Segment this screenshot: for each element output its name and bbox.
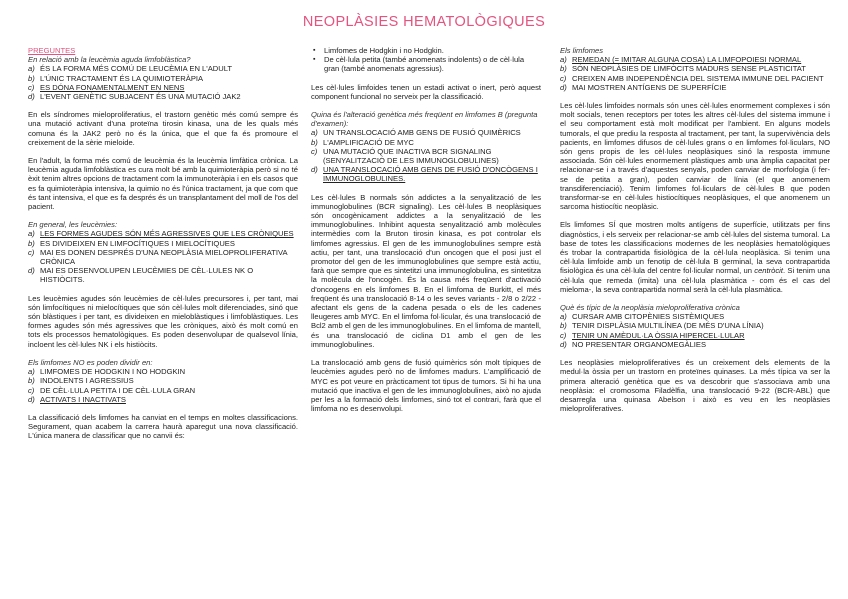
- question-3-options: [28, 367, 298, 404]
- question-6: Què és típic de la neoplàsia mieloproliferativa crònica: [560, 303, 740, 313]
- paragraph: La translocació amb gens de fusió quimèrics són molt típiques de leucèmies agudes però no de limfomes madurs. L'amplificació de MYC es pot veure en pràcticament tot tipus de tumors. Si hi ha una mutació que inactiva el gen de les immunoglobulines, això no ajuda per les a la formació dels limfomes, sinó tot el contrari, farà que el limfoma no es desenvolupi.: [311, 358, 541, 414]
- bullet-list: [311, 46, 541, 74]
- column-2: [311, 46, 541, 413]
- option-b: b) L'ÚNIC TRACTAMENT ÉS LA QUIMIOTERÀPIA: [28, 73, 204, 83]
- question-3: Els limfomes NO es poden dividir en:: [28, 357, 153, 367]
- paragraph: Els limfomes SÍ que mostren molts antígens de superfície, utilitzats per fins diagnòstics, i els serveix per relacionar-se amb cèl·lules del sistema tumoral. La base de totes les classificacions modernes de les neoplàsies hematològiques és trobar la contrapartida fisiològica de la cèl·lula neoplàsica. Si tenim una cèl·lula limfoide amb un fenotip de cèl·lula B germinal, la seva contrapartida fisiològica és una cèl·lula del centre fol·licular normal, un centròcit. Si tenim una cèl·lula que remeda (imita) una cèl·lula plasmàtica - com és el cas del mieloma-, la seva contrapartida normal serà la cèl·lula plasmàtica.: [560, 220, 830, 294]
- section-heading: PREGUNTES: [28, 46, 76, 55]
- option-b: b) L'AMPLIFICACIÓ DE MYC: [311, 137, 414, 147]
- option-b: b) SÓN NEOPLÀSIES DE LIMFÒCITS MADURS SENSE PLASTICITAT: [560, 64, 806, 74]
- question-2-options: [28, 229, 298, 284]
- paragraph: Les cèl·lules limfoides tenen un estadi activat o inert, però aquest component funcional no serveix per la classificació.: [311, 82, 541, 101]
- option-b: b) ES DIVIDEIXEN EN LIMFOCÍTIQUES I MIELOCÍTIQUES: [28, 238, 235, 248]
- option-d: d) MAI ES DESENVOLUPEN LEUCÈMIES DE CÈL·LULES NK O HISTIÒCITS.: [28, 266, 254, 285]
- question-4-options: [311, 128, 541, 183]
- option-c: c) CREIXEN AMB INDEPENDÈNCIA DEL SISTEMA IMMUNE DEL PACIENT: [560, 73, 824, 83]
- bullet-item: ▪ Limfomes de Hodgkin i no Hodgkin.: [311, 46, 541, 55]
- question-1: En relació amb la leucèmia aguda limfoblàstica?: [28, 55, 191, 65]
- option-d: d) NO PRESENTAR ORGANOMEGÀLIES: [560, 339, 707, 349]
- paragraph: En els síndromes mieloproliferatius, el trastorn genètic més comú sempre és una mutació activant d'una proteïna tirosin kinasa, una de les quals més comuna és la JAK2 però no és la única, que el que fa és promoure el creixement de la sèrie mieloide.: [28, 110, 298, 147]
- paragraph: Les leucèmies agudes són leucèmies de cèl·lules precursores i, per tant, mai són limfocítiques ni mielocítiques que són cèl·lules molt diferenciades, sinó que són blàstiques i per tant, es divideixen en mieloblàstiques i limfoblàstiques. Les formes agudes són més agressives que les cròniques, això és molt comú en tots els processos hematològiques. Es poden desenvolupar de qualsevol línia, incloent les cèl·lules NK i els histiòcits.: [28, 293, 298, 349]
- paragraph: Les cèl·lules B normals són addictes a la senyalització de les immunoglobulines (BCR signaling). Les cèl·lules B neoplàsiques són oncogènicament addictes a la senyalització de les immunoglobulines. Inhibint aquesta senyalització amb molècules intermèdies com la Bruton tirosin kinasa, es pot controlar els limfomes agressius. El gen de les immunoglobulines sempre està actiu, per tant, una translocació d'un oncogen que el posi just el promotor del gen de les immunoglobulines que sempre està actiu, farà que sempre que es sintetitzi una immunoglobulina, es sintetitza la molècula de l'oncogèn. És la causa més freqüent d'activació d'oncogens en els limfomes B. En el limfoma de Burkitt, el més freqüent és una translocació 8-14 o les seves variants - 2/8 o 2/22 - afectant els gens de la cadena pesada o els de les cadenes lleugeres amb MYC. En el limfoma fol·licular, és una translocació de Bcl2 amb el gen de les immunoglobulines. En el limfoma de mantell, és una translocació de ciclina D1 amb el gen de les immunoglobulines.: [311, 192, 541, 349]
- option-c: c) MAI ES DONEN DESPRÉS D'UNA NEOPLÀSIA MIELOPROLIFERATIVA CRÒNICA: [28, 247, 288, 267]
- option-b: b) TENIR DISPLÀSIA MULTILÍNEA (DE MÉS D'UNA LÍNIA): [560, 321, 764, 331]
- question-2: En general, les leucèmies:: [28, 220, 118, 230]
- question-5: Els limfomes: [560, 46, 604, 55]
- option-a: a) LIMFOMES DE HODGKIN I NO HODGKIN: [28, 367, 186, 377]
- paragraph: En l'adult, la forma més comú de leucèmia és la leucèmia limfàtica crònica. La leucèmia aguda limfoblàstica es cura molt bé amb la quimioteràpia però si no té èxit tenim altres opcions de tractament com la immunoteràpia i en els casos que es fa quimioteràpia intensiva, la quimio no és l'única tractament, ja que com que és tant intensiva, el que es fa després és un transplantament del moll de l'os del pacient.: [28, 156, 298, 212]
- paragraph: Les cèl·lules limfoides normals són unes cèl·lules enormement complexes i són molt socials, tenen receptors per totes les altres cèl·lules del sistema immune i el seu comportament està molt modificat per l'ambient. En alguns models tumorals, el que prediu la resposta al tractament, per tant, la supervivència dels pacients, en limfomes difusos de cèl·lules grans o en limfomes fol·liculars, NO són gens propis de les cèl·lules neoplàsiques sinó la resposta immune associada. Són cèl·lules enormement plàstiques amb una àmplia capacitat per relacionar-se i a través d'aquestes senyals, poden canviar de morfologia (i fer-se de petita a gran), poden canviar de línia (el que anomenem transdiferenciació). Tenim limfomes fol·liculars de cèl·lules B que poden transformar-se en cèl·lules histiocítiques neoplàsiques, el que anomenem un sarcoma histiocític neoplàsic.: [560, 101, 830, 212]
- page-title: NEOPLÀSIES HEMATOLÒGIQUES: [302, 14, 546, 30]
- option-c: c) ES DÓNA FONAMENTALMENT EN NENS: [28, 82, 185, 92]
- option-a: a) CURSAR AMB CITOPÈNIES SISTÈMIQUES: [560, 312, 725, 322]
- option-c: c) DE CÈL·LULA PETITA I DE CÈL·LULA GRAN: [28, 385, 196, 395]
- column-1: [28, 46, 298, 441]
- option-b: b) INDOLENTS I AGRESSIUS: [28, 376, 134, 386]
- column-3: [560, 46, 830, 413]
- paragraph: Les neoplàsies mieloproliferatives és un creixement dels elements de la medul·la òssia per un trastorn en proteïnes quinases. La més típica va ser la primera alteració genètica que es va descobrir que s'associava amb una neoplàsia: el cromosoma Filadèlfia, una translocació 9-22 (BCR-ABL) que desarregla una quinasa Abelson i això es veu en les neoplàsies mieloproliferatives.: [560, 358, 830, 414]
- option-a: a) REMEDAN (= IMITAR ALGUNA COSA) LA LIMFOPOIESI NORMAL: [560, 55, 802, 65]
- option-c: c) UNA MUTACIÓ QUE INACTIVA BCR SIGNALING (SENYALITZACIÓ DE LES IMMUNOGLOBULINES): [311, 146, 499, 166]
- question-6-options: [560, 312, 830, 349]
- question-1-options: [28, 64, 298, 101]
- option-d: d) L'EVENT GENÈTIC SUBJACENT ÉS UNA MUTACIÓ JAK2: [28, 92, 241, 102]
- option-a: a) LES FORMES AGUDES SÓN MÉS AGRESSIVES QUE LES CRÒNIQUES: [28, 229, 294, 239]
- option-d: d) MAI MOSTREN ANTÍGENS DE SUPERFÍCIE: [560, 82, 727, 92]
- option-d: d) ACTIVATS I INACTIVATS: [28, 394, 126, 404]
- option-c: c) TENIR UN AMÈDUL·LA ÒSSIA HIPERCEL·LULAR: [560, 330, 745, 340]
- option-a: a) UN TRANSLOCACIÓ AMB GENS DE FUSIÓ QUIMÈRICS: [311, 128, 521, 138]
- question-5-options: [560, 55, 830, 92]
- paragraph: La classificació dels limfomes ha canviat en el temps en moltes classificacions. Segurament, quan acabem la carrera haurà aparegut una nova classificació. L'única manera de classificar que no canvii és:: [28, 412, 298, 441]
- bullet-item: ▪ De cèl·lula petita (també anomenats indolents) o de cèl·lula gran (també anomenats agressius).: [311, 55, 541, 73]
- option-d: d) UNA TRANSLOCACIÓ AMB GENS DE FUSIÓ D'ONCÒGENS I IMMUNOGLOBULINES.: [311, 165, 538, 184]
- question-4: Quina és l'alteració genètica més freqüent en limfomes B (pregunta d'examen):: [311, 110, 538, 129]
- option-a: a) ÉS LA FORMA MÉS COMÚ DE LEUCÈMIA EN L'ADULT: [28, 64, 233, 74]
